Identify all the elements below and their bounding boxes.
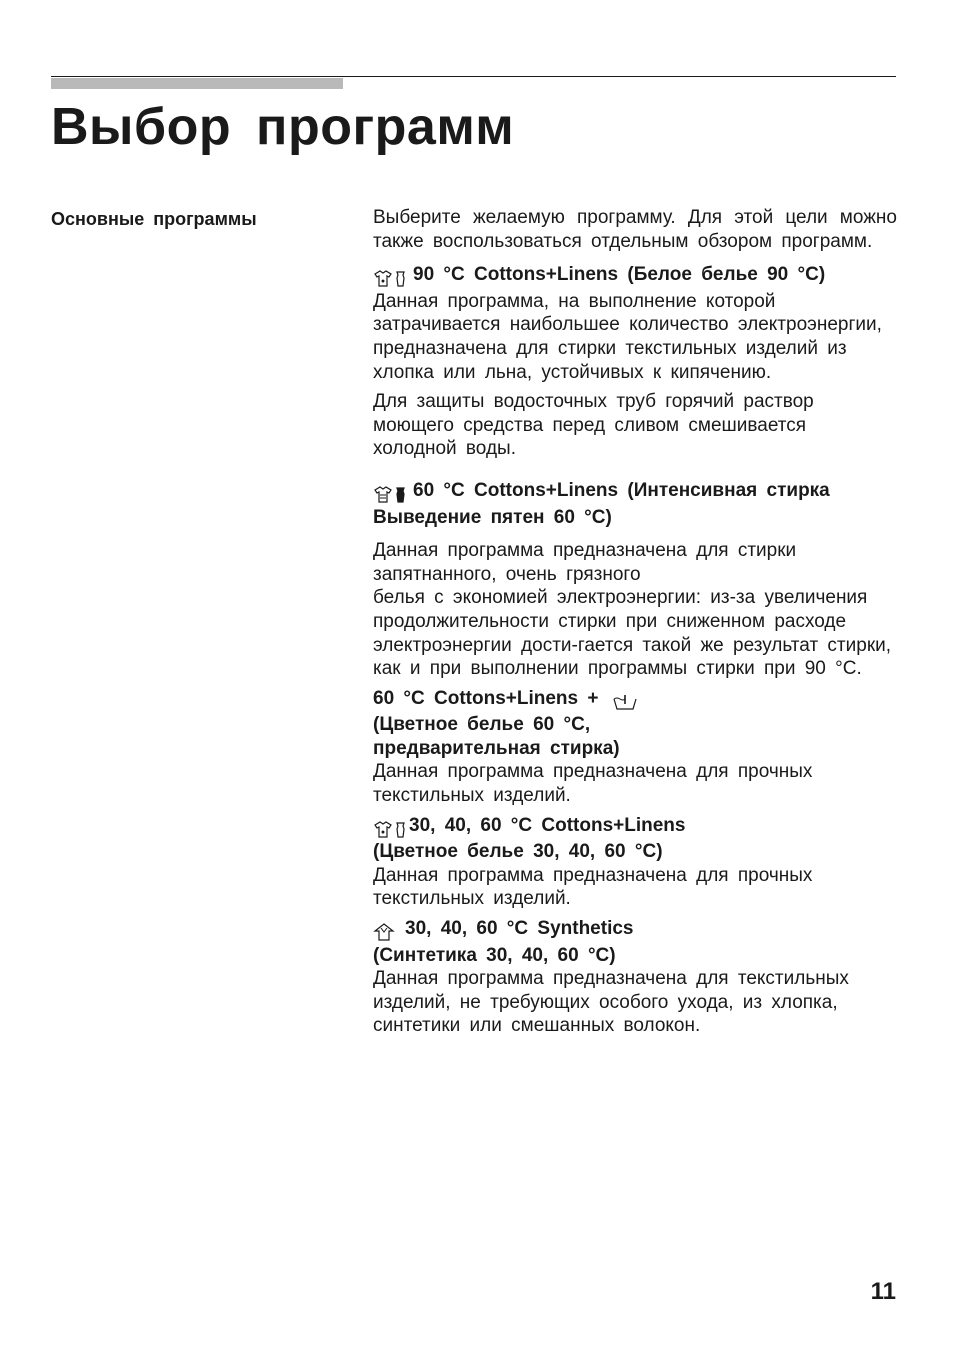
header-rule	[51, 76, 896, 77]
prewash-tub-icon	[612, 690, 638, 714]
program-description	[373, 539, 897, 681]
program-heading-text: 60 °C Cottons+Linens (Интенсивная стирка	[413, 479, 830, 501]
program-heading-cottons-90	[373, 263, 897, 290]
program-heading-text: 60 °C Cottons+Linens +	[373, 687, 599, 709]
program-heading-prewash-60	[373, 687, 897, 761]
program-heading-text: 30, 40, 60 °C Cottons+Linens	[409, 814, 686, 836]
cottons-tshirt-tank-icon	[373, 266, 407, 290]
intro-paragraph: Выберите желаемую программу. Для этой цели можно также воспользоваться отдельным обзором программ.	[373, 207, 897, 252]
main-column	[373, 206, 897, 1038]
program-description-line: Данная программа предназначена для стирки запятнанного, очень грязного	[373, 540, 797, 585]
program-description: Данная программа предназначена для текстильных изделий, не требующих особого ухода, из хлопка, синтетики или смешанных волокон.	[373, 968, 849, 1037]
program-heading-synthetics	[373, 917, 897, 967]
svg-text:●: ●	[380, 828, 386, 836]
svg-text:●: ●	[380, 278, 386, 286]
synthetics-shirt-icon	[373, 920, 395, 944]
program-description: Для защиты водосточных труб горячий раствор моющего средства перед сливом смешивается холодной воды.	[373, 391, 814, 460]
intensive-stain-tank-icon	[373, 482, 407, 506]
program-description: Данная программа предназначена для прочных текстильных изделий.	[373, 864, 813, 910]
program-description: Данная программа предназначена для прочных текстильных изделий.	[373, 761, 813, 807]
program-description: Данная программа, на выполнение которой затрачивается наибольшее количество электроэнергии, предназначена для стирки текстильных изделий из хлопка или льна, устойчивых к кипячению.	[373, 290, 882, 383]
program-heading-text: предварительная стирка)	[373, 737, 620, 759]
program-heading-text: (Синтетика 30, 40, 60 °C)	[373, 944, 616, 966]
program-heading-cottons-30-40-60	[373, 814, 897, 864]
program-heading-text: Выведение пятен 60 °C)	[373, 506, 612, 528]
program-heading-text: 90 °C Cottons+Linens (Белое белье 90 °C)	[413, 264, 826, 286]
section-label: Основные программы	[51, 209, 257, 229]
cottons-tshirt-tank-icon	[373, 817, 407, 841]
page-title: Выбор программ	[51, 98, 515, 156]
program-heading-text: 30, 40, 60 °C Synthetics	[405, 918, 634, 940]
program-heading-intensive-60	[373, 479, 897, 529]
header-accent-bar	[51, 78, 343, 89]
program-heading-text: (Цветное белье 30, 40, 60 °C)	[373, 841, 663, 863]
page-number: 11	[870, 1278, 896, 1305]
program-description-line: белья с экономией электроэнергии: из-за увеличения продолжительности стирки при сниженном расходе электроэнергии дости-гается такой же результат стирки, как и при выполнении программы стирки при 90 °C.	[373, 587, 892, 680]
program-heading-text: (Цветное белье 60 °C,	[373, 714, 591, 736]
